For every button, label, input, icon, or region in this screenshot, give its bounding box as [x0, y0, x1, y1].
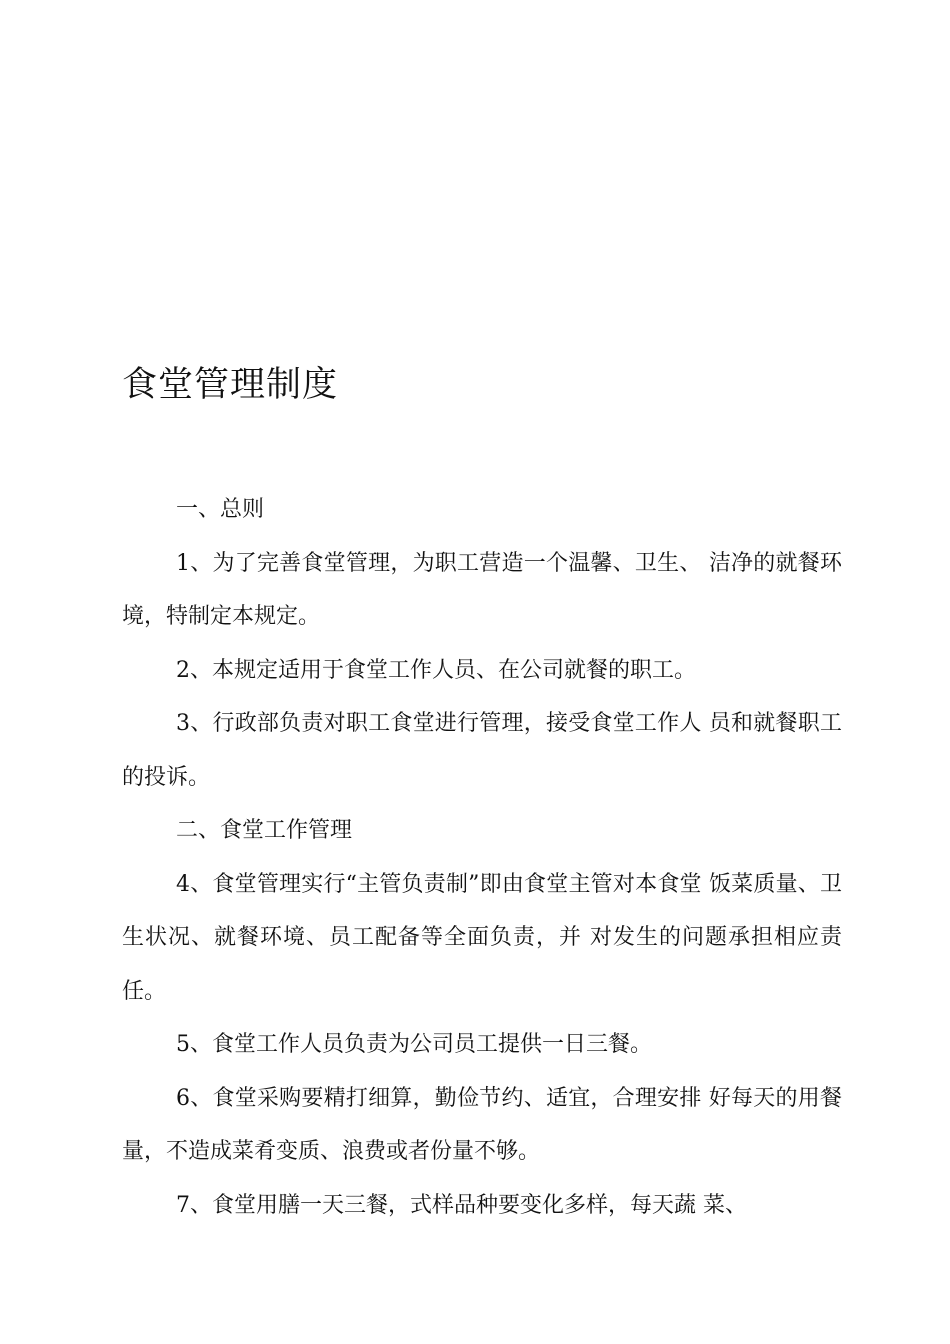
paragraph-6: 6、食堂采购要精打细算，勤俭节约、适宜，合理安排 好每天的用餐量，不造成菜肴变质、浪费或者份量不够。 [122, 1085, 842, 1164]
document-body [122, 483, 842, 1232]
paragraph-2: 2、本规定适用于食堂工作人员、在公司就餐的职工。 [176, 657, 696, 683]
section-heading-general: 一、总则 [176, 497, 265, 522]
paragraph-5: 5、食堂工作人员负责为公司员工提供一日三餐。 [176, 1032, 652, 1057]
document-title: 食堂管理制度 [122, 365, 339, 405]
paragraph-7: 7、食堂用膳一天三餐，式样品种要变化多样，每天蔬 菜、 [176, 1192, 747, 1218]
paragraph-3: 3、行政部负责对职工食堂进行管理，接受食堂工作人 员和就餐职工的投诉。 [122, 711, 842, 790]
paragraph-1: 1、为了完善食堂管理，为职工营造一个温馨、卫生、 洁净的就餐环境，特制定本规定。 [122, 550, 842, 629]
paragraph-4: 4、食堂管理实行“主管负责制”即由食堂主管对本食堂 饭菜质量、卫生状况、就餐环境、员工配备等全面负责，并 对发生的问题承担相应责任。 [122, 871, 842, 1004]
section-heading-canteen-work: 二、食堂工作管理 [176, 818, 353, 843]
